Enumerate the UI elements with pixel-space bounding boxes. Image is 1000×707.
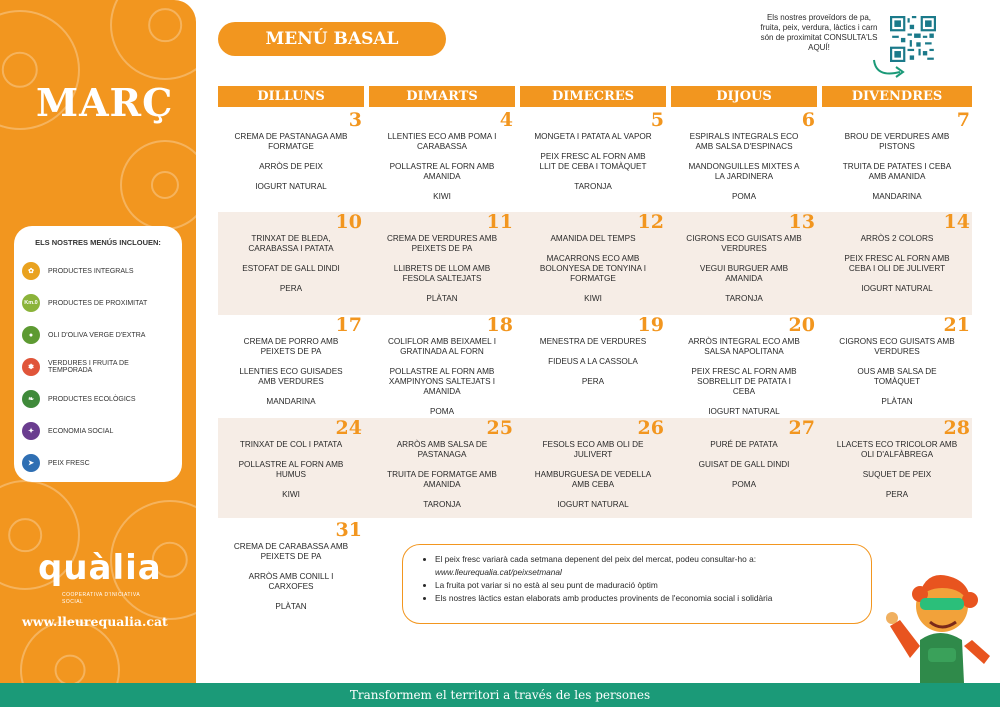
leaf-icon: ❧ xyxy=(22,390,40,408)
dish: ARRÒS INTEGRAL ECO AMB SALSA NAPOLITANA xyxy=(688,337,800,356)
day-number: 28 xyxy=(943,417,970,439)
day-number: 14 xyxy=(943,211,970,233)
day-header-dimarts: DIMARTS xyxy=(369,86,515,107)
dish: CIGRONS ECO GUISATS AMB VERDURES xyxy=(839,337,955,356)
day-number: 10 xyxy=(335,211,362,233)
dish: CREMA DE PASTANAGA AMB FORMATGE xyxy=(234,132,348,151)
dish: CIGRONS ECO GUISATS AMB VERDURES xyxy=(686,234,802,253)
day-cell xyxy=(671,314,817,427)
legend-title: ELS NOSTRES MENÚS INCLOUEN: xyxy=(35,238,161,247)
dish: IOGURT NATURAL xyxy=(557,500,629,509)
day-header-dilluns: DILLUNS xyxy=(218,86,364,107)
flower-decoration xyxy=(110,0,196,80)
dish: ESPIRALS INTEGRALS ECO AMB SALSA D'ESPINACS xyxy=(689,132,799,151)
day-number: 24 xyxy=(335,417,362,439)
brand-subtitle: COOPERATIVA D'INICIATIVA SOCIAL xyxy=(62,592,140,605)
day-cell xyxy=(218,314,364,417)
dish: IOGURT NATURAL xyxy=(861,284,933,293)
handshake-icon: ✦ xyxy=(22,422,40,440)
legend-item xyxy=(22,351,174,383)
day-cell xyxy=(671,417,817,500)
footer-slogan: Transformem el territori a través de les persones xyxy=(0,683,1000,707)
dish: ARRÒS 2 COLORS xyxy=(860,234,934,243)
legend-item xyxy=(22,383,174,415)
dish: ARRÒS DE PEIX xyxy=(259,162,323,171)
dish: IOGURT NATURAL xyxy=(255,182,327,191)
dish: TARONJA xyxy=(423,500,461,509)
notes-box xyxy=(402,544,872,624)
dish: GUISAT DE GALL DINDI xyxy=(698,460,790,469)
dish: CREMA DE VERDURES AMB PEIXETS DE PA xyxy=(386,234,498,253)
fruit-icon: ✽ xyxy=(22,358,40,376)
day-number: 19 xyxy=(637,314,664,336)
note-item: • Els nostres làctics estan elaborats amb productes provinents de l'economia social i solidària xyxy=(435,592,861,605)
dish: BROU DE VERDURES AMB PISTONS xyxy=(844,132,950,151)
day-cell xyxy=(218,211,364,304)
dish: FESOLS ECO AMB OLI DE JULIVERT xyxy=(542,440,644,459)
dish: SUQUET DE PEIX xyxy=(862,470,932,479)
dish: MONGETA I PATATA AL VAPOR xyxy=(534,132,652,141)
day-cell xyxy=(671,211,817,314)
dish: LLENTIES ECO GUISADES AMB VERDURES xyxy=(239,367,343,386)
dish: TRUITA DE FORMATGE AMB AMANIDA xyxy=(387,470,497,489)
note-item: • El peix fresc variarà cada setmana depenent del peix del mercat, podeu consultar-ho a: www.lleurequalia.cat/peixsetmanal xyxy=(435,553,861,579)
olive-icon: ● xyxy=(22,326,40,344)
day-cell xyxy=(822,211,972,304)
flower-decoration xyxy=(20,620,120,683)
legend-label: PEIX FRESC xyxy=(48,459,90,467)
dish: MACARRONS ECO AMB BOLONYESA DE TONYINA I FORMATGE xyxy=(539,254,647,283)
dish: POMA xyxy=(731,192,757,201)
dish: VEGUI BURGUER AMB AMANIDA xyxy=(699,264,789,283)
day-cell xyxy=(671,109,817,212)
day-cell xyxy=(520,109,666,202)
day-header-divendres: DIVENDRES xyxy=(822,86,972,107)
day-header-dijous: DIJOUS xyxy=(671,86,817,107)
legend-label: PRODUCTES INTEGRALS xyxy=(48,267,134,275)
legend-item xyxy=(22,415,174,447)
dish: CREMA DE PORRO AMB PEIXETS DE PA xyxy=(243,337,339,356)
mascot-illustration xyxy=(880,560,1000,683)
legend-label: PRODUCTES DE PROXIMITAT xyxy=(48,299,148,307)
dish: PEIX FRESC AL FORN AMB CEBA I OLI DE JULIVERT xyxy=(844,254,950,273)
dish: OUS AMB SALSA DE TOMÀQUET xyxy=(857,367,937,386)
dish: FIDEUS A LA CASSOLA xyxy=(548,357,638,366)
legend-label: PRODUCTES ECOLÒGICS xyxy=(48,395,136,403)
legend-box xyxy=(14,226,182,482)
dish: TRINXAT DE COL I PATATA xyxy=(239,440,343,449)
dish: KIWI xyxy=(433,192,451,201)
day-number: 11 xyxy=(486,211,513,233)
dish: POLLASTRE AL FORN AMB XAMPINYONS SALTEJATS I AMANIDA xyxy=(388,367,496,396)
dish: TRUITA DE PATATES I CEBA AMB AMANIDA xyxy=(842,162,952,181)
dish: PURÉ DE PATATA xyxy=(710,440,778,449)
day-number: 6 xyxy=(801,109,815,131)
legend-item xyxy=(22,319,174,351)
day-number: 4 xyxy=(499,109,513,131)
page-title: MENÚ BASAL xyxy=(218,22,446,56)
legend-item xyxy=(22,447,174,479)
fish-icon: ➤ xyxy=(22,454,40,472)
note-item: • La fruita pot variar si no està al seu punt de maduració òptim xyxy=(435,579,861,592)
day-cell xyxy=(218,109,364,202)
dish: PLÀTAN xyxy=(426,294,458,303)
dish: POMA xyxy=(731,480,757,489)
fish-link[interactable]: www.lleurequalia.cat/peixsetmanal xyxy=(435,567,562,577)
dish: PLÀTAN xyxy=(275,602,307,611)
day-number: 26 xyxy=(637,417,664,439)
dish: POMA xyxy=(429,407,455,416)
day-cell xyxy=(369,314,515,427)
legend-label: VERDURES I FRUITA DE TEMPORADA xyxy=(48,360,129,374)
day-cell xyxy=(520,211,666,314)
dish: PERA xyxy=(279,284,303,293)
brand-logo: quàlia xyxy=(38,548,162,588)
dish: COLIFLOR AMB BEIXAMEL I GRATINADA AL FORN xyxy=(388,337,496,356)
arrow-icon xyxy=(870,58,910,82)
dish: HAMBURGUESA DE VEDELLA AMB CEBA xyxy=(534,470,652,489)
day-number: 7 xyxy=(956,109,970,131)
sidebar-panel xyxy=(0,0,196,683)
day-number: 18 xyxy=(486,314,513,336)
dish: KIWI xyxy=(282,490,300,499)
legend-item xyxy=(22,255,174,287)
month-title: MARÇ xyxy=(36,80,174,125)
flower-decoration xyxy=(120,140,196,230)
day-number: 21 xyxy=(943,314,970,336)
dish: AMANIDA DEL TEMPS xyxy=(550,234,636,243)
dish: PERA xyxy=(581,377,605,386)
day-number: 31 xyxy=(335,519,362,541)
dish: MANDARINA xyxy=(872,192,922,201)
dish: MANDONGUILLES MIXTES A LA JARDINERA xyxy=(688,162,800,181)
day-cell xyxy=(822,109,972,212)
legend-label: OLI D'OLIVA VERGE D'EXTRA xyxy=(48,331,146,339)
dish: POLLASTRE AL FORN AMB AMANIDA xyxy=(389,162,495,181)
dish: TARONJA xyxy=(574,182,612,191)
day-cell xyxy=(520,417,666,520)
qr-code-icon[interactable] xyxy=(890,16,936,62)
dish: TRINXAT DE BLEDA, CARABASSA I PATATA xyxy=(248,234,334,253)
dish: LLACETS ECO TRICOLOR AMB OLI D'ALFÀBREGA xyxy=(836,440,958,459)
day-cell xyxy=(218,417,364,510)
day-number: 13 xyxy=(788,211,815,233)
day-cell xyxy=(369,109,515,212)
day-number: 27 xyxy=(788,417,815,439)
dish: PEIX FRESC AL FORN AMB LLIT DE CEBA I TOMÀQUET xyxy=(539,152,647,171)
website-link[interactable]: www.lleurequalia.cat xyxy=(22,614,168,629)
day-cell xyxy=(520,314,666,397)
day-cell xyxy=(822,417,972,510)
day-number: 17 xyxy=(335,314,362,336)
dish: MANDARINA xyxy=(266,397,316,406)
day-header-dimecres: DIMECRES xyxy=(520,86,666,107)
dish: MENESTRA DE VERDURES xyxy=(539,337,647,346)
dish: PERA xyxy=(885,490,909,499)
qr-caption: Els nostres proveïdors de pa, fruita, peix, verdura, làctics i carn són de proximitat CONSULTA'LS AQUÍ! xyxy=(760,13,878,52)
dish: PEIX FRESC AL FORN AMB SOBRELLIT DE PATATA I CEBA xyxy=(691,367,797,396)
day-number: 5 xyxy=(650,109,664,131)
dish: TARONJA xyxy=(725,294,763,303)
day-cell xyxy=(822,314,972,417)
dish: IOGURT NATURAL xyxy=(708,407,780,416)
dish: KIWI xyxy=(584,294,602,303)
day-number: 12 xyxy=(637,211,664,233)
day-number: 3 xyxy=(348,109,362,131)
dish: LLENTIES ECO AMB POMA I CARABASSA xyxy=(387,132,497,151)
legend-label: ECONOMIA SOCIAL xyxy=(48,427,114,435)
dish: CREMA DE CARABASSA AMB PEIXETS DE PA xyxy=(233,542,349,561)
day-cell xyxy=(369,417,515,520)
dish: ARRÒS AMB SALSA DE PASTANAGA xyxy=(396,440,488,459)
km0-icon: Km.0 xyxy=(22,294,40,312)
day-number: 25 xyxy=(486,417,513,439)
wheat-icon: ✿ xyxy=(22,262,40,280)
dish: ARRÒS AMB CONILL I CARXOFES xyxy=(248,572,334,591)
dish: LLIBRETS DE LLOM AMB FESOLA SALTEJATS xyxy=(393,264,491,283)
day-cell xyxy=(369,211,515,314)
dish: POLLASTRE AL FORN AMB HUMUS xyxy=(238,460,344,479)
day-cell xyxy=(218,519,364,622)
dish: ESTOFAT DE GALL DINDI xyxy=(242,264,340,273)
legend-item xyxy=(22,287,174,319)
day-number: 20 xyxy=(788,314,815,336)
dish: PLÀTAN xyxy=(881,397,913,406)
